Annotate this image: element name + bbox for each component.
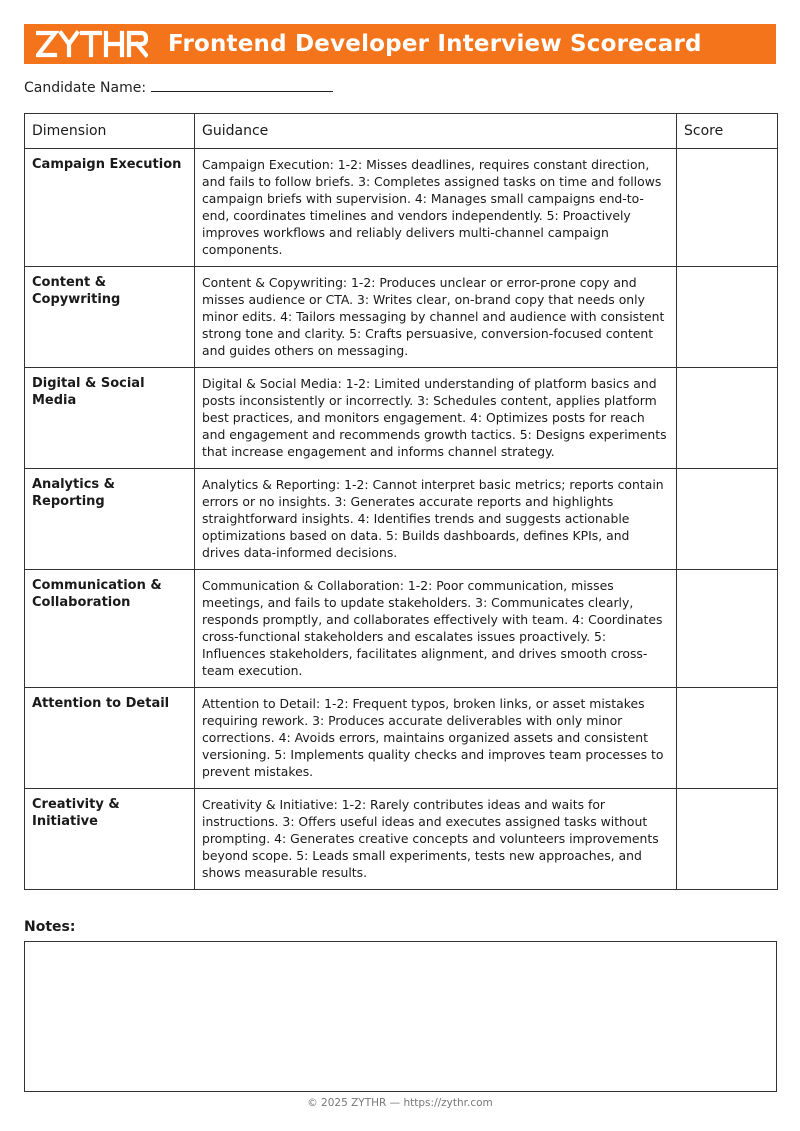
table-row xyxy=(25,267,778,368)
dimension-cell: Analytics & Reporting xyxy=(25,469,195,570)
score-cell[interactable] xyxy=(677,789,778,890)
logo-wordmark-icon xyxy=(36,30,148,58)
notes-label: Notes: xyxy=(24,919,76,935)
candidate-name-field xyxy=(24,77,333,96)
score-cell[interactable] xyxy=(677,469,778,570)
guidance-cell: Creativity & Initiative: 1-2: Rarely contributes ideas and waits for instructions. 3: Offers useful ideas and executes assigned tasks without prompting. 4: Generates creative concepts and volunteers improvements beyond scope. 5: Leads small experiments, tests new approaches, and shows measurable results. xyxy=(195,789,677,890)
header-banner xyxy=(24,24,776,64)
zythr-logo xyxy=(36,30,148,58)
dimension-cell: Campaign Execution xyxy=(25,149,195,267)
guidance-cell: Content & Copywriting: 1-2: Produces unclear or error-prone copy and misses audience or CTA. 3: Writes clear, on-brand copy that needs only minor edits. 4: Tailors messaging by channel and audience with consistent strong tone and clarity. 5: Crafts persuasive, conversion-focused content and guides others on messaging. xyxy=(195,267,677,368)
dimension-cell: Creativity & Initiative xyxy=(25,789,195,890)
scorecard-table xyxy=(24,113,778,890)
candidate-name-blank-line[interactable] xyxy=(151,77,333,92)
guidance-cell: Campaign Execution: 1-2: Misses deadlines, requires constant direction, and fails to follow briefs. 3: Completes assigned tasks on time and follows campaign briefs with supervision. 4: Manages small campaigns end-to-end, coordinates timelines and vendors independently. 5: Proactively improves workflows and reliably delivers multi-channel campaign components. xyxy=(195,149,677,267)
score-cell[interactable] xyxy=(677,688,778,789)
table-header-row xyxy=(25,114,778,149)
guidance-cell: Analytics & Reporting: 1-2: Cannot interpret basic metrics; reports contain errors or no insights. 3: Generates accurate reports and highlights straightforward insights. 4: Identifies trends and suggests actionable optimizations based on data. 5: Builds dashboards, defines KPIs, and drives data-informed decisions. xyxy=(195,469,677,570)
table-row xyxy=(25,789,778,890)
score-cell[interactable] xyxy=(677,570,778,688)
guidance-cell: Communication & Collaboration: 1-2: Poor communication, misses meetings, and fails to update stakeholders. 3: Communicates clearly, responds promptly, and collaborates effectively with team. 4: Coordinates cross-functional stakeholders and escalates issues proactively. 5: Influences stakeholders, facilitates alignment, and drives smooth cross-team execution. xyxy=(195,570,677,688)
page-footer: © 2025 ZYTHR — https://zythr.com xyxy=(307,1097,493,1109)
table-row xyxy=(25,469,778,570)
page-title: Frontend Developer Interview Scorecard xyxy=(168,31,702,57)
dimension-cell: Communication & Collaboration xyxy=(25,570,195,688)
score-cell[interactable] xyxy=(677,368,778,469)
table-row xyxy=(25,570,778,688)
column-header-score: Score xyxy=(677,114,778,149)
column-header-dimension: Dimension xyxy=(25,114,195,149)
table-row xyxy=(25,688,778,789)
guidance-cell: Digital & Social Media: 1-2: Limited understanding of platform basics and posts inconsistently or incorrectly. 3: Schedules content, applies platform best practices, and monitors engagement. 4: Optimizes posts for reach and engagement and recommends growth tactics. 5: Designs experiments that increase engagement and informs channel strategy. xyxy=(195,368,677,469)
score-cell[interactable] xyxy=(677,267,778,368)
score-cell[interactable] xyxy=(677,149,778,267)
guidance-cell: Attention to Detail: 1-2: Frequent typos, broken links, or asset mistakes requiring rework. 3: Produces accurate deliverables with only minor corrections. 4: Avoids errors, maintains organized assets and consistent versioning. 5: Implements quality checks and improves team processes to prevent mistakes. xyxy=(195,688,677,789)
column-header-guidance: Guidance xyxy=(195,114,677,149)
dimension-cell: Attention to Detail xyxy=(25,688,195,789)
table-row xyxy=(25,368,778,469)
dimension-cell: Content & Copywriting xyxy=(25,267,195,368)
candidate-name-label: Candidate Name: xyxy=(24,80,147,96)
table-row xyxy=(25,149,778,267)
dimension-cell: Digital & Social Media xyxy=(25,368,195,469)
notes-box[interactable] xyxy=(24,941,777,1092)
